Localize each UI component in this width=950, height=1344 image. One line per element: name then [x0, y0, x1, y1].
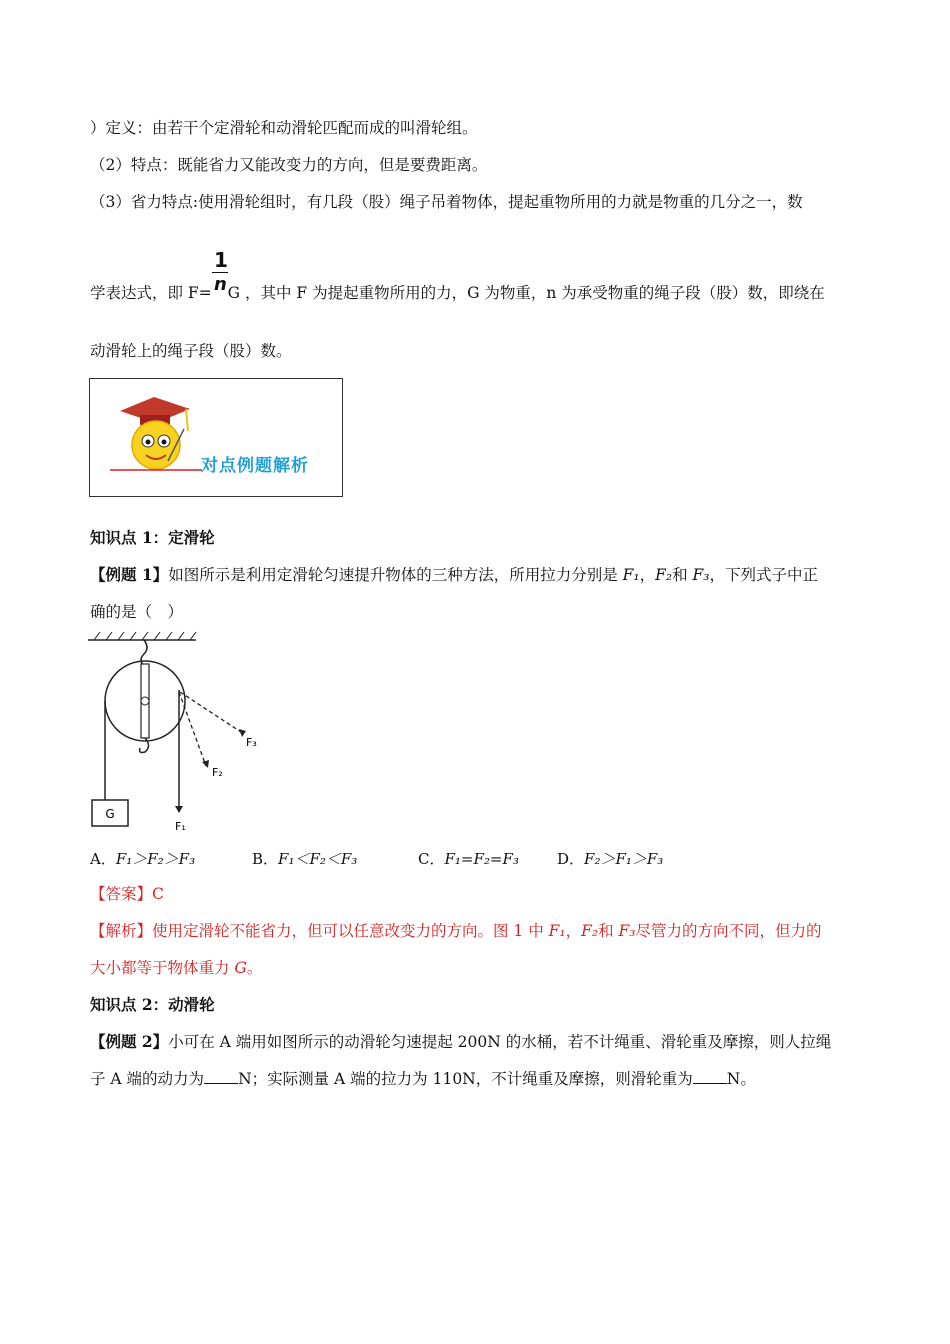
- formula-line: [90, 283, 825, 303]
- example-2-line-1: [90, 1032, 831, 1052]
- option-c-label: C．: [418, 850, 445, 868]
- f1-label: F₁: [175, 820, 186, 830]
- option-d-label: D．: [557, 850, 585, 868]
- knowledge-point-2-title: 知识点 2：动滑轮: [90, 995, 215, 1014]
- answer-blank-1[interactable]: [204, 1069, 238, 1084]
- example-1-text-d: ，下列式子中正: [709, 566, 818, 584]
- example-2-tag: 【例题 2】: [90, 1032, 169, 1051]
- option-d-value: F₂＞F₁＞F₃: [584, 850, 664, 868]
- example-1-tag: 【例题 1】: [90, 565, 169, 584]
- example-1-line-1: [90, 565, 818, 585]
- option-a-value: F₁＞F₂＞F₃: [115, 850, 196, 868]
- force-feature-line: （3）省力特点:使用滑轮组时，有几段（股）绳子吊着物体，提起重物所用的力就是物重的几分之一，数: [90, 193, 803, 211]
- option-c-value: F₁=F₂=F₃: [444, 850, 519, 868]
- analysis-g: G: [234, 959, 247, 977]
- formula-prefix: 学表达式，即 F=: [90, 284, 212, 302]
- option-a[interactable]: [90, 848, 195, 869]
- analysis-text-b: ，: [565, 922, 582, 940]
- answer-line: 【答案】C: [90, 885, 164, 903]
- example-2-line-2: [90, 1069, 756, 1089]
- f3-label: F₃: [246, 736, 257, 749]
- example-1-f1: F₁: [622, 566, 640, 584]
- feature-line: （2）特点：既能省力又能改变力的方向，但是要费距离。: [90, 156, 488, 174]
- answer-blank-2[interactable]: [693, 1069, 727, 1084]
- analysis-text-f: 。: [246, 959, 263, 977]
- example-1-f2: F₂: [655, 566, 673, 584]
- option-a-label: A．: [90, 850, 116, 868]
- f2-label: F₂: [212, 766, 223, 779]
- weight-label: G: [105, 807, 115, 821]
- fraction-denominator: n: [214, 274, 227, 295]
- example-1-text-b: ，: [639, 566, 656, 584]
- example-2-text-b: N；实际测量 A 端的拉力为 110N，不计绳重及摩擦，则滑轮重为: [238, 1070, 693, 1088]
- example-2-text-a: 子 A 端的动力为: [90, 1070, 205, 1088]
- example-1-f3: F₃: [692, 566, 710, 584]
- option-b-value: F₁＜F₂＜F₃: [278, 850, 358, 868]
- analysis-line-1: [90, 921, 822, 941]
- option-b[interactable]: [252, 848, 357, 869]
- option-c[interactable]: [418, 848, 519, 869]
- analysis-line-2: [90, 958, 262, 978]
- example-2-text-c: N。: [726, 1070, 756, 1088]
- formula-suffix: G ，其中 F 为提起重物所用的力，G 为物重，n 为承受物重的绳子段（股）数，即绕在: [227, 284, 825, 302]
- option-d[interactable]: [557, 848, 663, 869]
- fraction-numerator: 1: [214, 248, 228, 272]
- banner-title: 对点例题解析: [201, 456, 309, 476]
- example-1-text-a: 如图所示是利用定滑轮匀速提升物体的三种方法，所用拉力分别是: [168, 566, 623, 584]
- analysis-f3: F₃: [618, 922, 636, 940]
- example-1-line-2: 确的是（ ）: [90, 603, 184, 621]
- analysis-f1: F₁: [548, 922, 566, 940]
- option-b-label: B．: [252, 850, 279, 868]
- fraction-bar: [212, 272, 228, 273]
- analysis-text-d: 尽管力的方向不同，但力的: [635, 922, 822, 940]
- analysis-text-a: 【解析】使用定滑轮不能省力，但可以任意改变力的方向。图 1 中: [90, 922, 549, 940]
- definition-line: ）定义：由若干个定滑轮和动滑轮匹配而成的叫滑轮组。: [90, 119, 478, 137]
- example-2-text: 小可在 A 端用如图所示的动滑轮匀速提起 200N 的水桶，若不计绳重、滑轮重及摩擦，则人拉绳: [168, 1033, 832, 1051]
- example-banner: [89, 378, 343, 497]
- analysis-text-e: 大小都等于物体重力: [90, 959, 235, 977]
- example-1-text-c: 和: [672, 566, 693, 584]
- analysis-f2: F₂: [581, 922, 599, 940]
- fixed-pulley-figure: [88, 630, 268, 830]
- knowledge-point-1-title: 知识点 1：定滑轮: [90, 528, 215, 547]
- analysis-text-c: 和: [598, 922, 619, 940]
- formula-note-line: 动滑轮上的绳子段（股）数。: [90, 342, 292, 360]
